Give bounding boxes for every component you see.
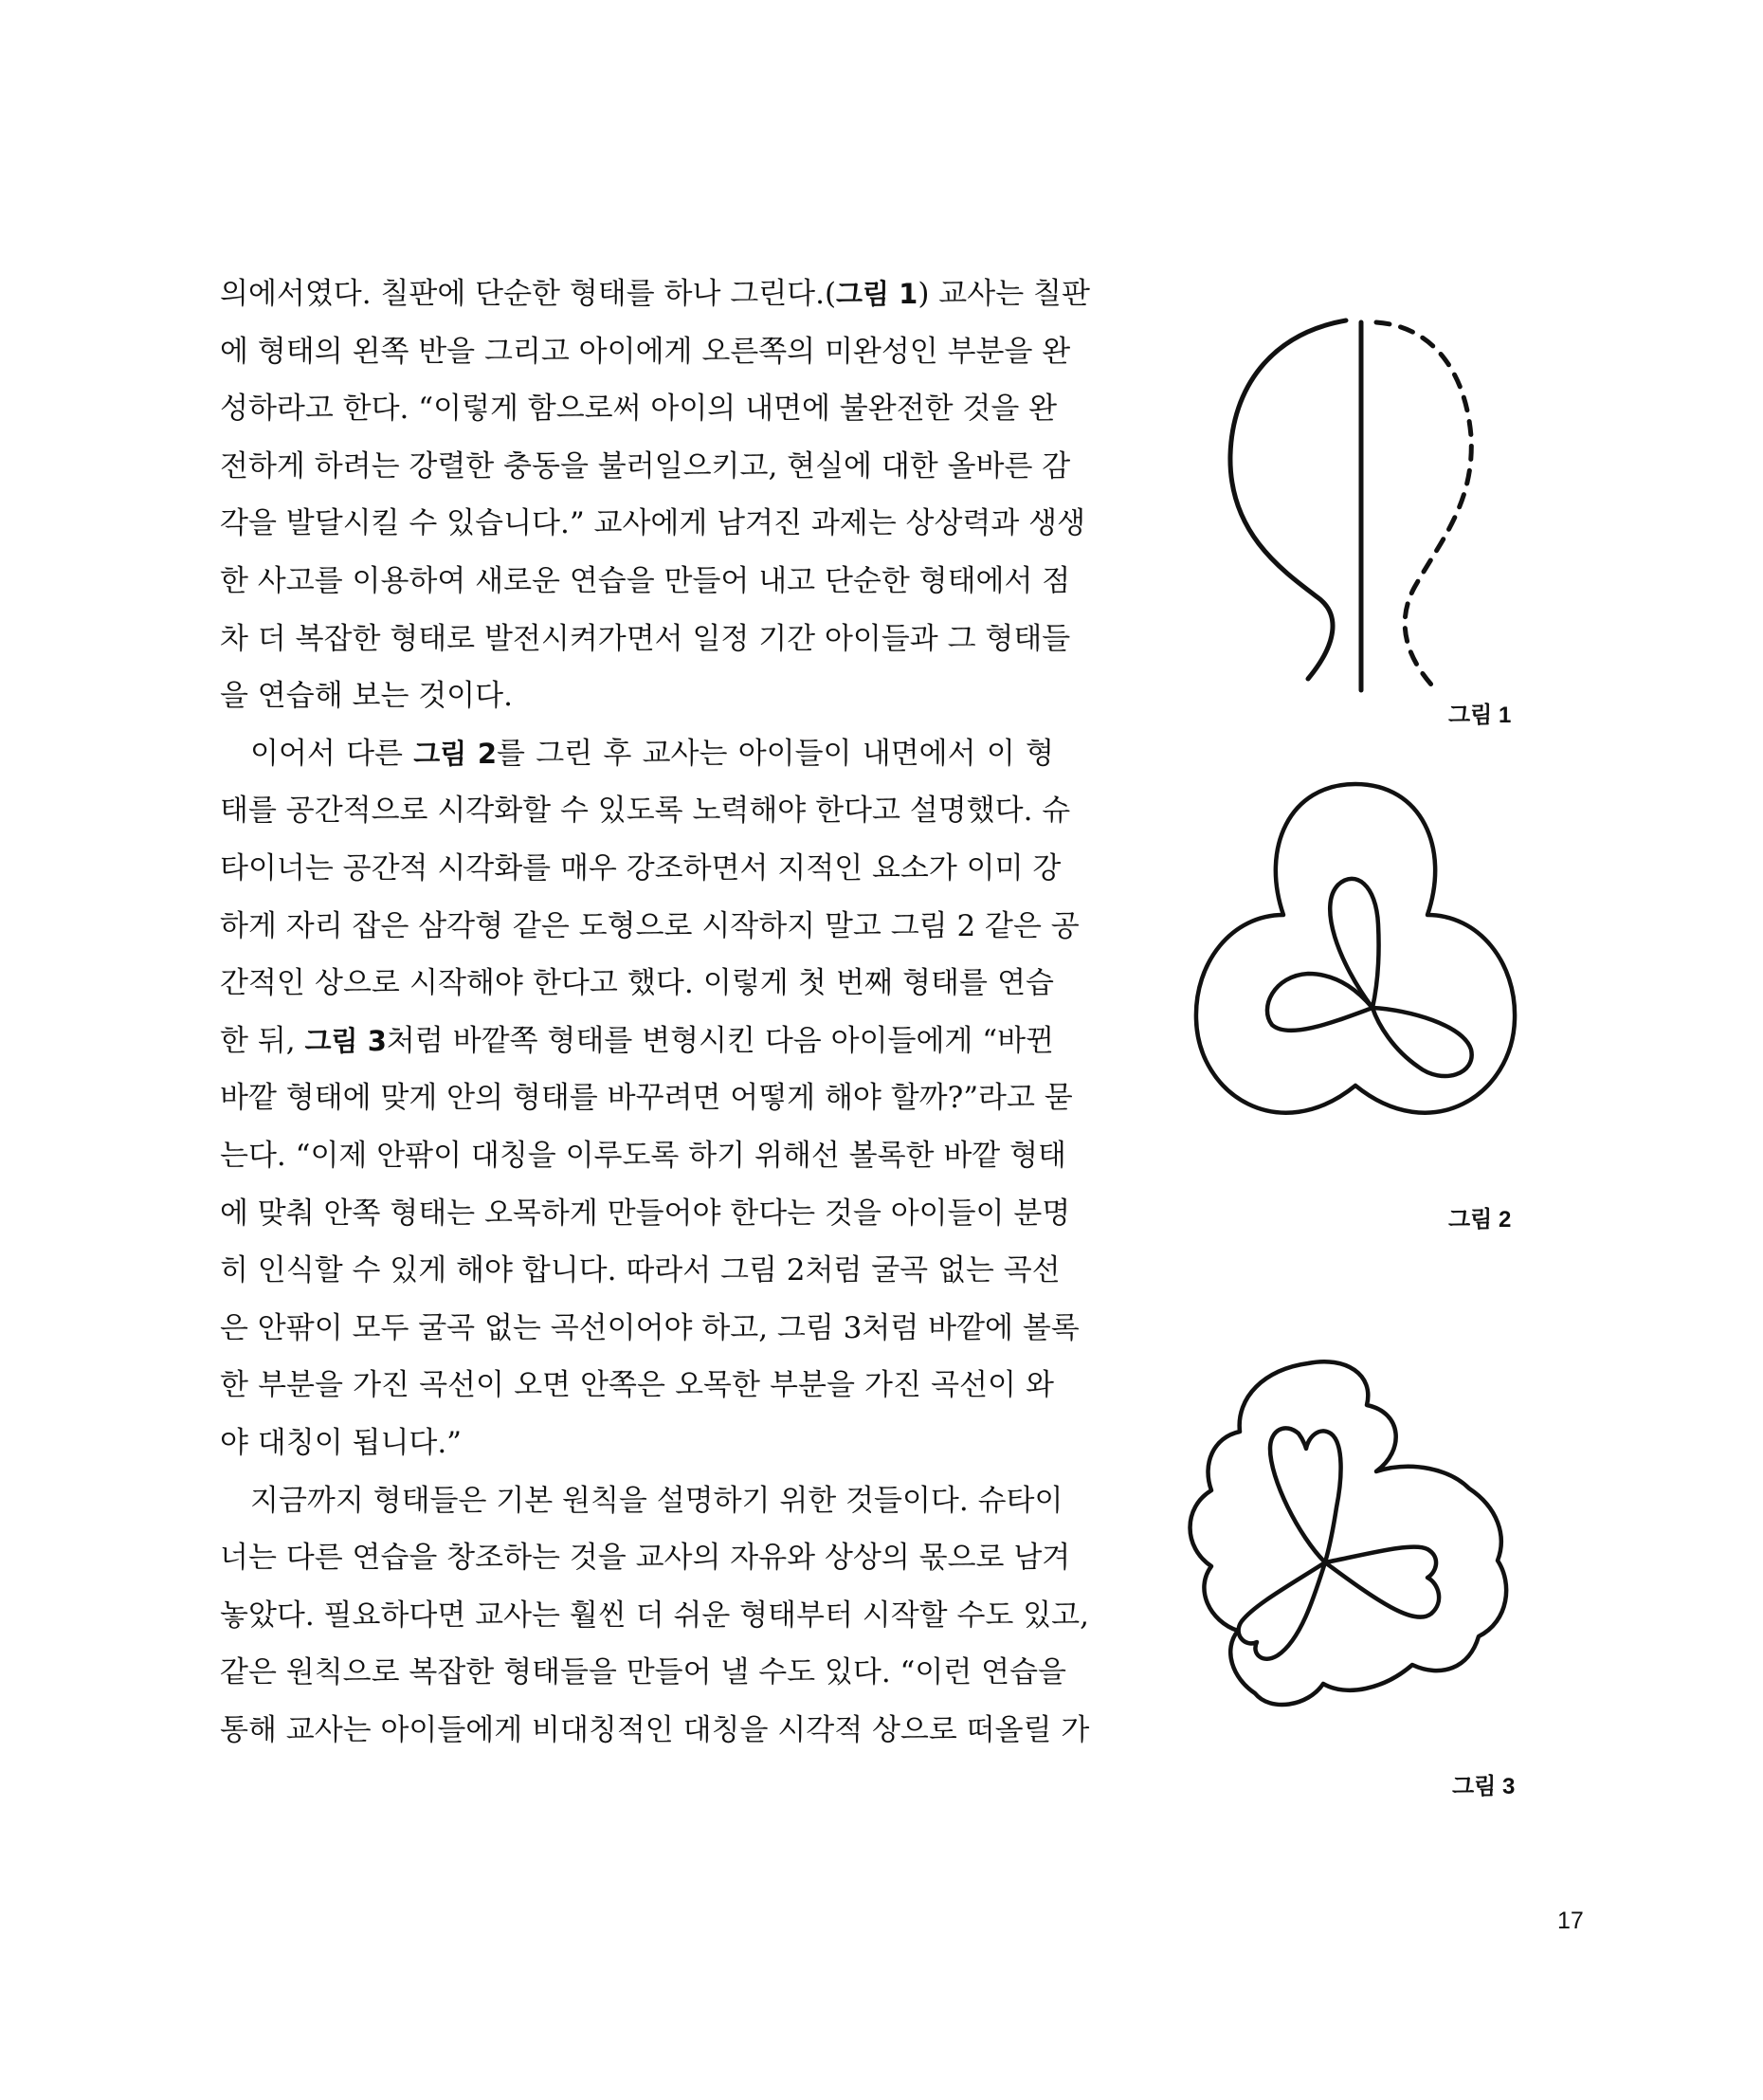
text-line <box>220 265 1090 322</box>
figure-3-caption: 그림 3 <box>1452 1774 1516 1799</box>
text-run: 의에서였다. 칠판에 단순한 형태를 하나 그린다.( <box>220 277 837 311</box>
text-line <box>220 1702 1090 1759</box>
fig1-left-curve <box>1230 320 1346 679</box>
page-number: 17 <box>1557 1908 1584 1934</box>
text-run: 통해 교사는 아이들에게 비대칭적인 대칭을 시각적 상으로 떠올릴 가 <box>220 1713 1090 1747</box>
figure-1-caption: 그림 1 <box>1448 703 1512 728</box>
text-line <box>220 840 1062 897</box>
text-line <box>220 1472 1063 1529</box>
text-run: 는다. “이제 안팎이 대칭을 이루도록 하기 위해선 볼록한 바깥 형태 <box>220 1139 1066 1173</box>
fig1-right-dashed-curve <box>1376 322 1471 685</box>
text-line <box>220 1644 1066 1701</box>
text-line <box>220 898 1080 955</box>
figure-3-drawing <box>1156 1346 1536 1744</box>
figure-2-caption: 그림 2 <box>1448 1207 1512 1233</box>
text-run: 한 뒤, <box>220 1024 305 1058</box>
text-run: 타이너는 공간적 시각화를 매우 강조하면서 지적인 요소가 이미 강 <box>220 851 1062 886</box>
text-run: 하게 자리 잡은 삼각형 같은 도형으로 시작하지 말고 그림 2 같은 공 <box>220 909 1080 943</box>
text-line <box>220 1127 1066 1184</box>
text-line <box>220 1415 1054 1471</box>
fig2-outer-trefoil <box>1196 784 1515 1113</box>
text-line <box>220 1357 1054 1414</box>
figure-2-drawing <box>1175 773 1536 1171</box>
text-run: 을 연습해 보는 것이다. <box>220 679 513 713</box>
text-run: 에 맞춰 안쪽 형태는 오목하게 만들어야 한다는 것을 아이들이 분명 <box>220 1196 1071 1231</box>
text-line <box>220 1300 1080 1357</box>
text-run: 지금까지 형태들은 기본 원칙을 설명하기 위한 것들이다. 슈타이 <box>250 1484 1063 1518</box>
text-run: 처럼 바깥쪽 형태를 변형시킨 다음 아이들에게 “바뀐 <box>386 1024 1054 1058</box>
text-run: 에 형태의 왼쪽 반을 그리고 아이에게 오른쪽의 미완성인 부분을 완 <box>220 335 1071 369</box>
fig3-outer-lobed-shape <box>1190 1361 1507 1705</box>
text-line <box>220 782 1071 839</box>
figure-reference: 그림 1 <box>836 278 918 310</box>
text-run: 은 안팎이 모두 굴곡 없는 곡선이어야 하고, 그림 3처럼 바깥에 볼록 <box>220 1311 1080 1345</box>
text-run: 이어서 다른 <box>250 737 414 771</box>
text-line <box>220 955 1054 1012</box>
text-line <box>220 1529 1071 1586</box>
text-line <box>220 1587 1089 1644</box>
text-run: 태를 공간적으로 시각화할 수 있도록 노력해야 한다고 설명했다. 슈 <box>220 794 1071 828</box>
text-run: 야 대칭이 됩니다.” <box>220 1426 463 1460</box>
fig3-inner-heart-right <box>1325 1547 1439 1617</box>
text-run: 놓았다. 필요하다면 교사는 훨씬 더 쉬운 형태부터 시작할 수도 있고, <box>220 1598 1089 1633</box>
text-run: 전하게 하려는 강렬한 충동을 불러일으키고, 현실에 대한 올바른 감 <box>220 449 1071 484</box>
text-line <box>220 438 1071 495</box>
text-run: 한 부분을 가진 곡선이 오면 안쪽은 오목한 부분을 가진 곡선이 와 <box>220 1368 1054 1402</box>
text-line <box>220 1185 1071 1242</box>
text-line <box>220 725 1054 782</box>
text-line <box>220 323 1071 380</box>
text-line <box>220 1069 1073 1126</box>
text-run: 간적인 상으로 시작해야 한다고 했다. 이렇게 첫 번째 형태를 연습 <box>220 966 1054 1000</box>
text-line <box>220 380 1058 437</box>
text-line <box>220 1242 1061 1299</box>
text-line <box>220 495 1086 552</box>
fig3-inner-heart-top <box>1270 1428 1341 1562</box>
text-run: 한 사고를 이용하여 새로운 연습을 만들어 내고 단순한 형태에서 점 <box>220 564 1071 598</box>
text-run: 히 인식할 수 있게 해야 합니다. 따라서 그림 2처럼 굴곡 없는 곡선 <box>220 1253 1061 1287</box>
text-run: 각을 발달시킬 수 있습니다.” 교사에게 남겨진 과제는 상상력과 생생 <box>220 506 1086 540</box>
text-run: 차 더 복잡한 형태로 발전시켜가면서 일정 기간 아이들과 그 형태들 <box>220 622 1071 656</box>
text-run: 성하라고 한다. “이렇게 함으로써 아이의 내면에 불완전한 것을 완 <box>220 392 1058 426</box>
figure-1-drawing <box>1213 313 1517 702</box>
figure-reference: 그림 3 <box>304 1025 387 1057</box>
text-line <box>220 553 1071 610</box>
text-run: 같은 원칙으로 복잡한 형태들을 만들어 낼 수도 있다. “이런 연습을 <box>220 1655 1066 1689</box>
fig2-inner-petal-right <box>1372 1008 1472 1076</box>
text-line <box>220 667 1054 724</box>
figure-reference: 그림 2 <box>413 738 498 770</box>
text-run: ) 교사는 칠판 <box>918 277 1090 311</box>
text-line <box>220 1013 1054 1069</box>
text-line <box>220 611 1071 667</box>
fig3-inner-heart-bottom <box>1239 1562 1325 1659</box>
text-run: 너는 다른 연습을 창조하는 것을 교사의 자유와 상상의 몫으로 남겨 <box>220 1541 1071 1575</box>
text-run: 바깥 형태에 맞게 안의 형태를 바꾸려면 어떻게 해야 할까?”라고 묻 <box>220 1081 1073 1115</box>
text-run: 를 그린 후 교사는 아이들이 내면에서 이 형 <box>497 737 1054 771</box>
